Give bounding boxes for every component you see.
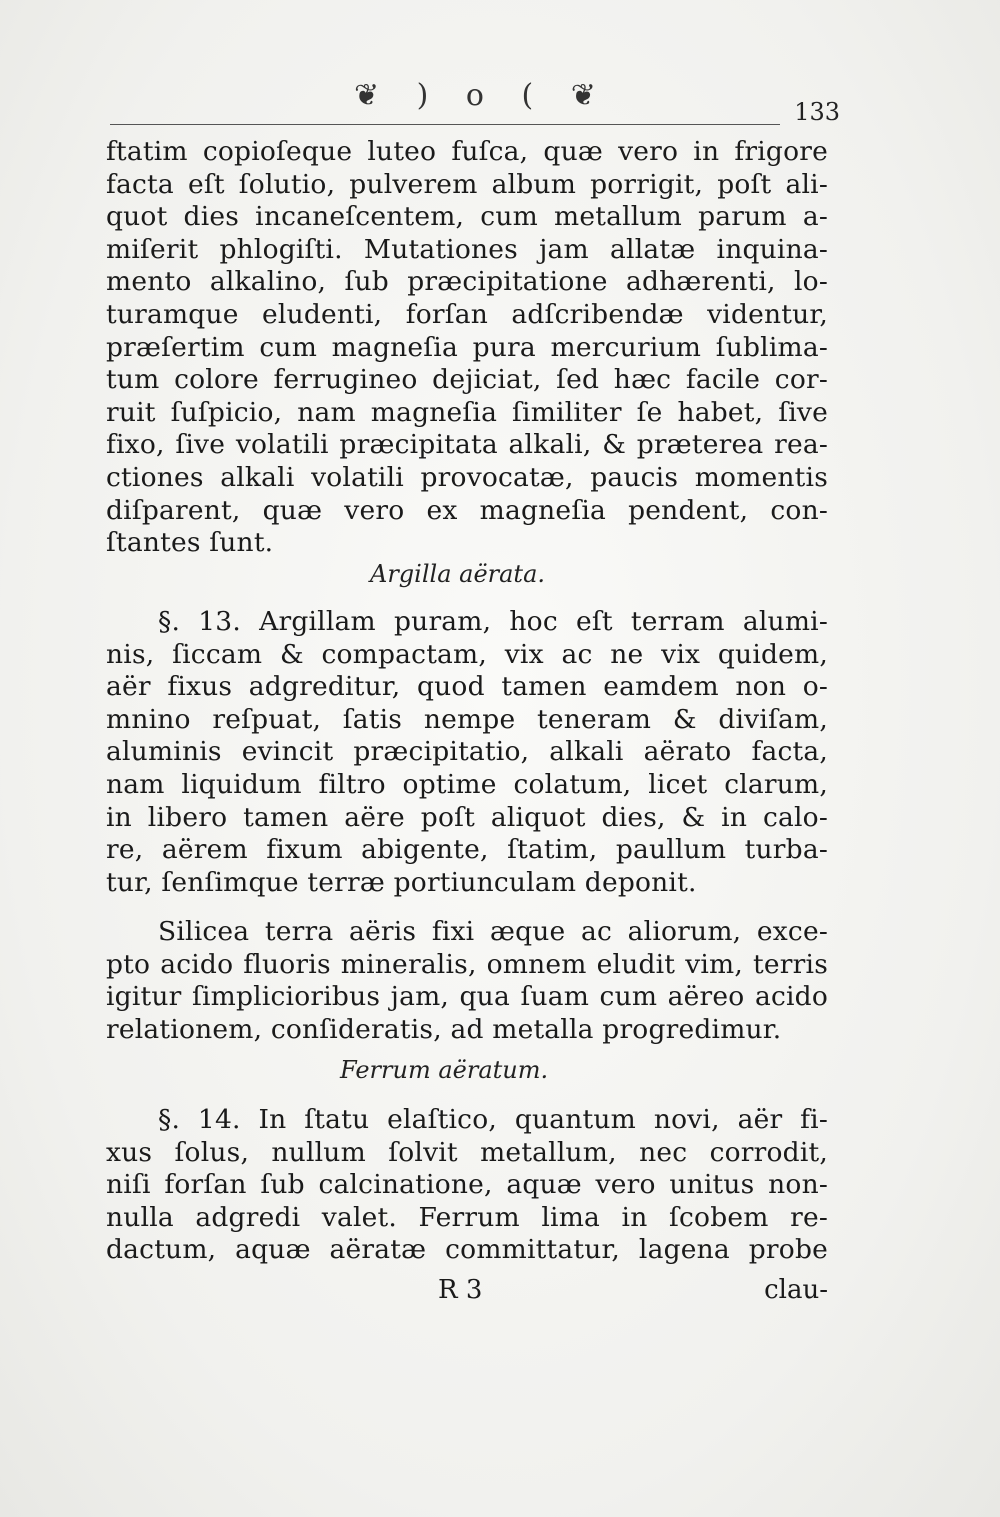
text-line: fixo, ſive volatili præcipitata alkali, & præterea rea- xyxy=(106,429,828,461)
text-line: xus ſolus, nullum ſolvit metallum, nec corrodit, xyxy=(106,1136,828,1168)
text-line: tum colore ferrugineo dejiciat, ſed hæc facile cor- xyxy=(106,364,828,396)
text-line: turamque eludenti, forſan adſcribendæ videntur, xyxy=(106,298,828,330)
section-heading: Argilla aërata. xyxy=(370,560,546,588)
text-line: diſparent, quæ vero ex magneſia pendent, con- xyxy=(106,494,828,526)
text-line: aluminis evincit præcipitatio, alkali aërato facta, xyxy=(106,736,828,768)
paragraph-1 xyxy=(106,136,828,560)
header-ornament: ❦ ) o ( ❦ xyxy=(354,78,610,113)
text-line: dactum, aquæ aëratæ committatur, lagena probe xyxy=(106,1234,828,1266)
text-line: nulla adgredi valet. Ferrum lima in ſcobem re- xyxy=(106,1201,828,1233)
text-line: in libero tamen aëre poſt aliquot dies, & in calo- xyxy=(106,801,828,833)
text-line: re, aërem fixum abigente, ſtatim, paullum turba- xyxy=(106,834,828,866)
page-number: 133 xyxy=(794,98,840,126)
signature-mark: R 3 xyxy=(438,1275,483,1305)
text-line: Silicea terra aëris fixi æque ac aliorum, exce- xyxy=(158,916,828,947)
text-line: quot dies incaneſcentem, cum metallum parum a- xyxy=(106,201,828,233)
text-line: nis, ſiccam & compactam, vix ac ne vix quidem, xyxy=(106,638,828,670)
text-line: aër fixus adgreditur, quod tamen eamdem non o- xyxy=(106,671,828,703)
text-line: §. 14. In ſtatu elaſtico, quantum novi, aër fi- xyxy=(158,1104,828,1135)
text-line: ftatim copioſeque luteo fuſca, quæ vero in frigore xyxy=(106,136,828,167)
text-line: §. 13. Argillam puram, hoc eſt terram alumi- xyxy=(158,606,828,637)
text-line: pto acido fluoris mineralis, omnem eludit vim, terris xyxy=(106,948,828,980)
text-line: facta eſt ſolutio, pulverem album porrigit, poſt ali- xyxy=(106,168,828,200)
header-rule xyxy=(110,124,780,125)
text-line: ctiones alkali volatili provocatæ, paucis momentis xyxy=(106,461,828,493)
text-line: igitur ſimplicioribus jam, qua ſuam cum aëreo acido xyxy=(106,981,828,1013)
paragraph-3 xyxy=(106,916,828,1046)
text-line: nam liquidum filtro optime colatum, licet clarum, xyxy=(106,768,828,800)
text-line: mnino reſpuat, ſatis nempe teneram & diviſam, xyxy=(106,703,828,735)
text-line: miſerit phlogiſti. Mutationes jam allatæ inquina- xyxy=(106,233,828,265)
text-line: præſertim cum magneſia pura mercurium ſublima- xyxy=(106,331,828,363)
running-head xyxy=(104,78,840,126)
text-line: mento alkalino, ſub præcipitatione adhærenti, lo- xyxy=(106,266,828,298)
text-line: niſi forſan ſub calcinatione, aquæ vero unitus non- xyxy=(106,1169,828,1201)
text-line: relationem, conſideratis, ad metalla progredimur. xyxy=(106,1013,782,1045)
paragraph-2 xyxy=(106,606,828,899)
section-heading: Ferrum aëratum. xyxy=(340,1056,549,1084)
page-footer xyxy=(106,1275,828,1311)
paragraph-4 xyxy=(106,1104,828,1267)
text-line: tur, ſenſimque terræ portiunculam deponit. xyxy=(106,866,697,898)
catchword: clau- xyxy=(764,1275,828,1305)
text-line: ruit ſuſpicio, nam magneſia ſimiliter ſe habet, ſive xyxy=(106,396,828,428)
text-line: ſtantes ſunt. xyxy=(106,527,274,559)
